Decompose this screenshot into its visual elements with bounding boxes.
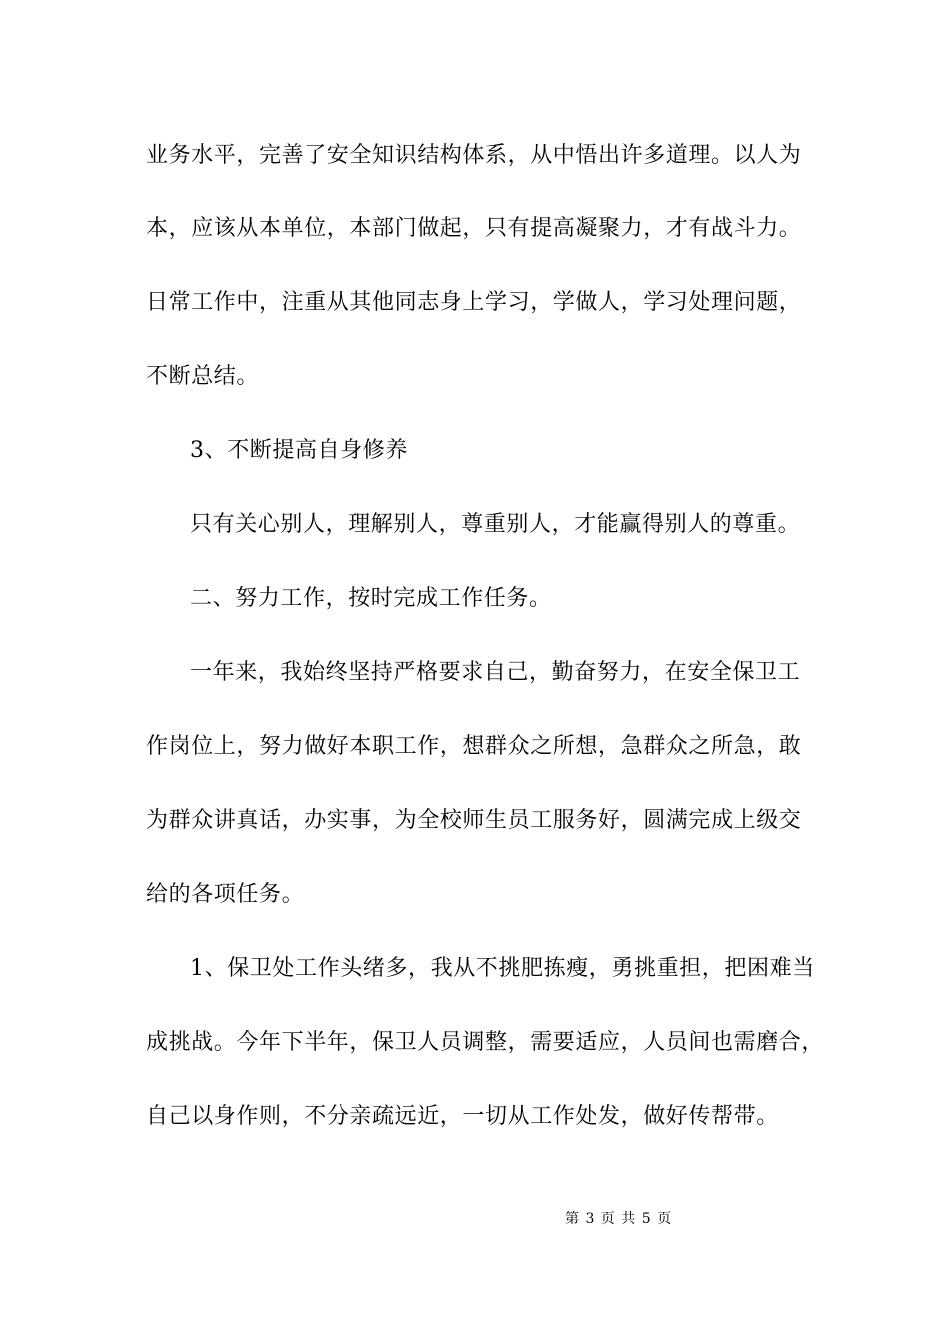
text-line: 业务水平，完善了安全知识结构体系，从中悟出许多道理。以人为 xyxy=(146,143,802,168)
text-line: 日常工作中，注重从其他同志身上学习，学做人，学习处理问题， xyxy=(146,290,802,315)
text-line: 作岗位上，努力做好本职工作，想群众之所想，急群众之所急，敢 xyxy=(146,734,802,759)
text-line: 给的各项任务。 xyxy=(146,882,305,907)
text-line: 成挑战。今年下半年，保卫人员调整，需要适应，人员间也需磨合， xyxy=(146,1030,825,1055)
text-line: 不断总结。 xyxy=(146,364,260,389)
text-line: 自己以身作则，不分亲疏远近，一切从工作处发，做好传帮带。 xyxy=(146,1104,779,1129)
text-line: 只有关心别人，理解别人，尊重别人，才能赢得别人的尊重。 xyxy=(190,512,801,537)
text-line: 一年来，我始终坚持严格要求自己，勤奋努力，在安全保卫工 xyxy=(190,660,801,685)
section-heading: 二、努力工作，按时完成工作任务。 xyxy=(190,586,552,611)
text-line: 为群众讲真话，办实事，为全校师生员工服务好，圆满完成上级交 xyxy=(146,808,802,833)
text-line: 1、保卫处工作头绪多，我从不挑肥拣瘦，勇挑重担，把困难当 xyxy=(190,956,815,981)
page-number: 第 3 页 共 5 页 xyxy=(565,1211,673,1227)
text-line: 本，应该从本单位，本部门做起，只有提高凝聚力，才有战斗力。 xyxy=(146,216,802,241)
section-heading: 3、不断提高自身修养 xyxy=(190,438,408,463)
